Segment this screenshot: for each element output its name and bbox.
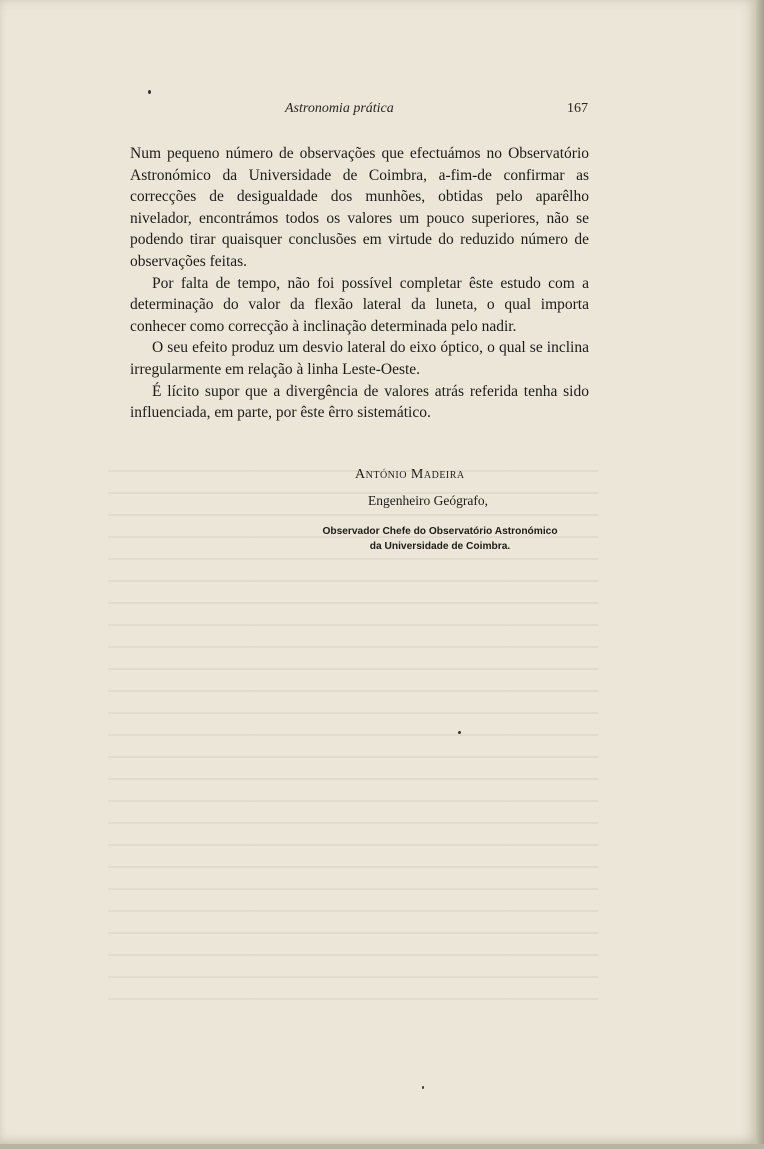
paragraph: Por falta de tempo, não foi possível completar êste estudo com a determinação do valor da flexão lateral da luneta, o qual importa conhecer como correcção à inclinação determinada pelo nadir. bbox=[130, 274, 589, 335]
ink-speck bbox=[148, 90, 151, 94]
page-edge-bottom bbox=[0, 1144, 764, 1149]
author-role-line: da Universidade de Coimbra. bbox=[369, 541, 511, 552]
page-header bbox=[130, 101, 588, 121]
page-number: 167 bbox=[567, 101, 588, 116]
ink-speck bbox=[458, 731, 461, 734]
author-title: Engenheiro Geógrafo, bbox=[368, 493, 488, 508]
page-edge-right bbox=[756, 0, 764, 1149]
author-role bbox=[290, 524, 590, 554]
paragraph: O seu efeito produz um desvio lateral do eixo óptico, o qual se inclina irregularmente em relação à linha Leste-Oeste. bbox=[130, 339, 589, 378]
paragraph: É lícito supor que a divergência de valores atrás referida tenha sido influenciada, em parte, por êste êrro sistemático. bbox=[130, 382, 589, 422]
body-text bbox=[130, 143, 589, 424]
ink-speck bbox=[422, 1086, 424, 1089]
author-role-line: Observador Chefe do Observatório Astronómico bbox=[322, 526, 558, 537]
author-name: António Madeira bbox=[355, 467, 465, 482]
paragraph: Num pequeno número de observações que efectuámos no Observatório Astronómico da Universidade de Coimbra, a-fim-de confirmar as correcções de desigualdade dos munhões, obtidas pelo aparêlho nivelador, encontrámos todos os valores um pouco superiores, não se podendo tirar quaisquer conclusões em virtude do reduzido número de observações feitas. bbox=[130, 145, 589, 270]
running-title: Astronomia prática bbox=[285, 101, 394, 116]
